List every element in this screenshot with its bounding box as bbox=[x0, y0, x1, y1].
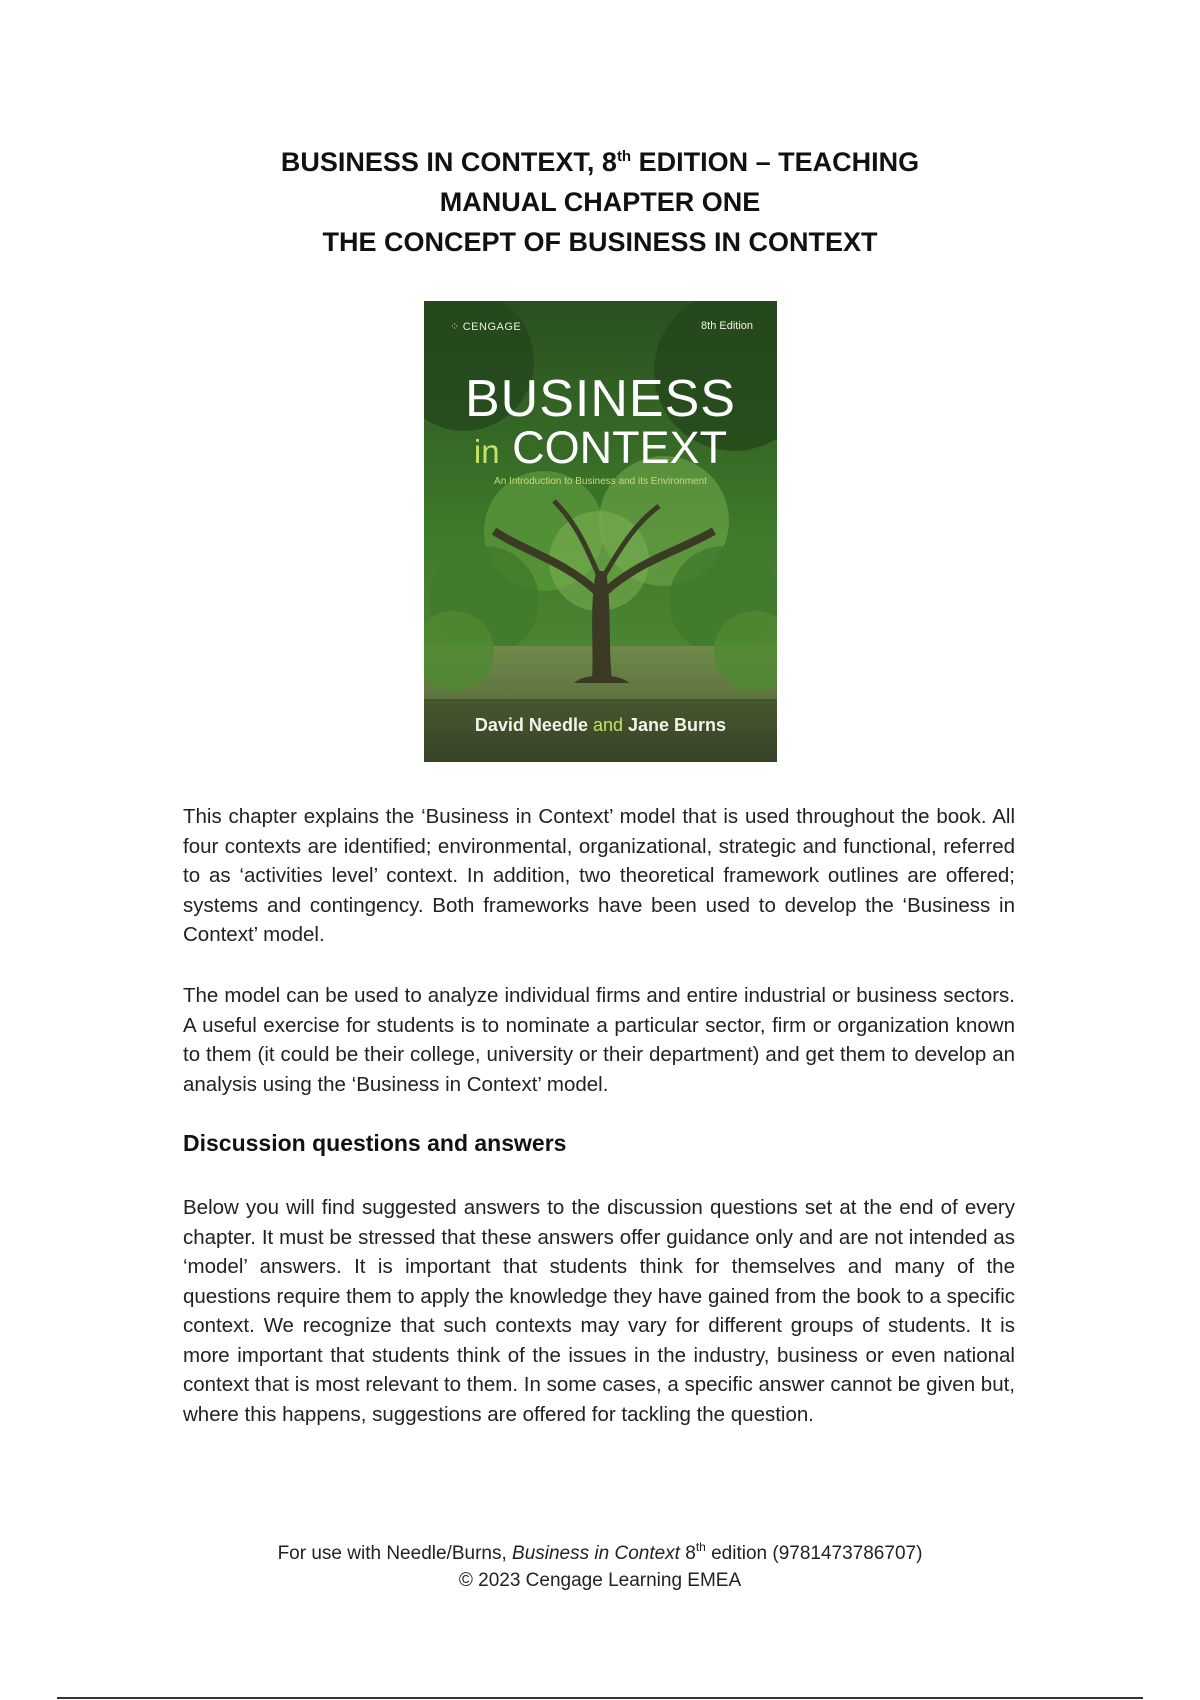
cengage-logo-icon: ⁘ bbox=[450, 321, 460, 333]
cover-publisher: ⁘ CENGAGE bbox=[450, 321, 522, 333]
page-footer bbox=[0, 1540, 1200, 1594]
book-cover-image bbox=[424, 301, 777, 762]
model-usage-paragraph: The model can be used to analyze individual firms and entire industrial or business sectors. A useful exercise for students is to nominate a particular sector, firm or organization known to them (it could be their college, university or their department) and get them to develop an analysis using the ‘Business in Context’ model. bbox=[183, 984, 1015, 1096]
bottom-divider bbox=[57, 1697, 1143, 1699]
cover-title-business: BUSINESS bbox=[465, 370, 736, 428]
title-line-3: THE CONCEPT OF BUSINESS IN CONTEXT bbox=[322, 227, 878, 257]
cover-edition: 8th Edition bbox=[701, 320, 753, 332]
title-line-1: BUSINESS IN CONTEXT, 8th EDITION – TEACHING bbox=[280, 147, 920, 177]
cover-subtitle: An Introduction to Business and its Environment bbox=[494, 476, 707, 487]
footer-copyright: © 2023 Cengage Learning EMEA bbox=[458, 1570, 742, 1591]
footer-citation: For use with Needle/Burns, Business in Context 8th edition (9781473786707) bbox=[277, 1540, 923, 1564]
title-line-2: MANUAL CHAPTER ONE bbox=[439, 187, 761, 217]
intro-paragraph: This chapter explains the ‘Business in Context’ model that is used throughout the book. All four contexts are identified; environmental, organizational, strategic and functional, referred to as ‘activities level’ context. In addition, two theoretical framework outlines are offered; systems and contingency. Both frameworks have been used to develop the ‘Business in Context’ model. bbox=[183, 805, 1015, 946]
discussion-paragraph: Below you will find suggested answers to the discussion questions set at the end of every chapter. It must be stressed that these answers offer guidance only and are not intended as ‘model’ answers. It is important that students think for themselves and many of the questions require them to apply the knowledge they have gained from the book to a specific context. We recognize that such contexts may vary for different groups of students. It is more important that students think of the issues in the industry, business or even national context that is most relevant to them. In some cases, a specific answer cannot be given but, where this happens, suggestions are offered for tackling the question. bbox=[183, 1196, 1015, 1426]
section-heading: Discussion questions and answers bbox=[183, 1130, 567, 1156]
cover-title-context: in CONTEXT bbox=[473, 422, 728, 473]
cover-authors: David Needle and Jane Burns bbox=[474, 715, 727, 735]
document-title bbox=[0, 142, 1200, 262]
